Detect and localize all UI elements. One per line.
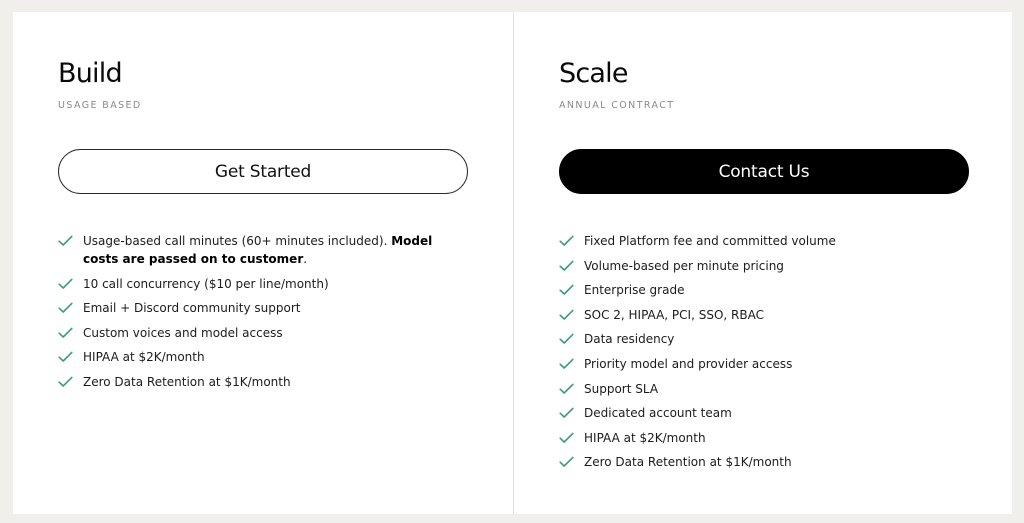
get-started-button[interactable]: Get Started — [58, 149, 468, 194]
feature-label: HIPAA at $2K/month — [83, 350, 205, 365]
feature-label: HIPAA at $2K/month — [584, 430, 706, 445]
feature-text — [584, 330, 969, 348]
feature-text — [584, 404, 969, 422]
check-icon — [559, 355, 575, 373]
check-icon — [58, 275, 74, 293]
check-icon — [58, 299, 74, 317]
pricing-cards — [13, 12, 1012, 514]
check-icon — [559, 453, 575, 471]
plan-title: Scale — [559, 58, 628, 89]
feature-text — [83, 324, 468, 342]
check-icon — [559, 404, 575, 422]
feature-text — [584, 429, 969, 447]
feature-text — [83, 373, 468, 391]
check-icon — [559, 380, 575, 398]
feature-label: Data residency — [584, 332, 675, 347]
feature-item — [58, 348, 468, 366]
feature-text — [584, 257, 969, 275]
feature-suffix: . — [303, 252, 308, 266]
plan-card-scale — [513, 12, 1012, 514]
check-icon — [559, 429, 575, 447]
feature-item — [58, 324, 468, 342]
plan-subtitle: USAGE BASED — [58, 100, 142, 111]
check-icon — [58, 348, 74, 366]
feature-item — [559, 232, 969, 250]
feature-label: Fixed Platform fee and committed volume — [584, 234, 836, 248]
feature-label: SOC 2, HIPAA, PCI, SSO, RBAC — [584, 307, 764, 322]
feature-text — [83, 348, 468, 366]
feature-label: Zero Data Retention at $1K/month — [584, 455, 792, 470]
feature-item — [58, 299, 468, 317]
check-icon — [559, 257, 575, 275]
feature-label: Custom voices and model access — [83, 325, 283, 340]
check-icon — [58, 324, 74, 342]
feature-list — [559, 232, 969, 471]
plan-title: Build — [58, 58, 122, 89]
feature-text — [584, 306, 969, 324]
feature-label: Dedicated account team — [584, 406, 732, 421]
check-icon — [559, 232, 575, 250]
feature-list — [58, 232, 468, 391]
feature-item — [58, 232, 468, 268]
feature-item — [58, 275, 468, 293]
feature-item — [559, 355, 969, 373]
feature-label: Email + Discord community support — [83, 301, 301, 316]
feature-label: Support SLA — [584, 381, 659, 396]
feature-text — [584, 281, 969, 299]
feature-emphasis: Model costs are passed on to customer — [83, 234, 433, 266]
check-icon — [559, 281, 575, 299]
plan-subtitle: ANNUAL CONTRACT — [559, 100, 675, 111]
check-icon — [58, 232, 74, 250]
feature-text — [584, 380, 969, 398]
feature-text — [83, 299, 468, 317]
feature-label: Volume-based per minute pricing — [584, 258, 784, 273]
check-icon — [559, 306, 575, 324]
check-icon — [559, 330, 575, 348]
feature-item — [559, 453, 969, 471]
feature-label: Priority model and provider access — [584, 356, 793, 371]
feature-item — [58, 373, 468, 391]
feature-text — [584, 355, 969, 373]
contact-us-button[interactable]: Contact Us — [559, 149, 969, 194]
feature-label: Zero Data Retention at $1K/month — [83, 374, 291, 389]
feature-item — [559, 380, 969, 398]
feature-item — [559, 281, 969, 299]
feature-text — [83, 275, 468, 293]
feature-text — [584, 453, 969, 471]
feature-text — [584, 232, 969, 250]
feature-item — [559, 330, 969, 348]
feature-text — [83, 232, 468, 268]
feature-label: Usage-based call minutes (60+ minutes included). — [83, 234, 392, 248]
feature-item — [559, 257, 969, 275]
feature-label: 10 call concurrency ($10 per line/month) — [83, 276, 329, 291]
check-icon — [58, 373, 74, 391]
feature-item — [559, 306, 969, 324]
feature-label: Enterprise grade — [584, 283, 685, 298]
feature-item — [559, 429, 969, 447]
feature-item — [559, 404, 969, 422]
plan-card-build — [13, 12, 513, 514]
